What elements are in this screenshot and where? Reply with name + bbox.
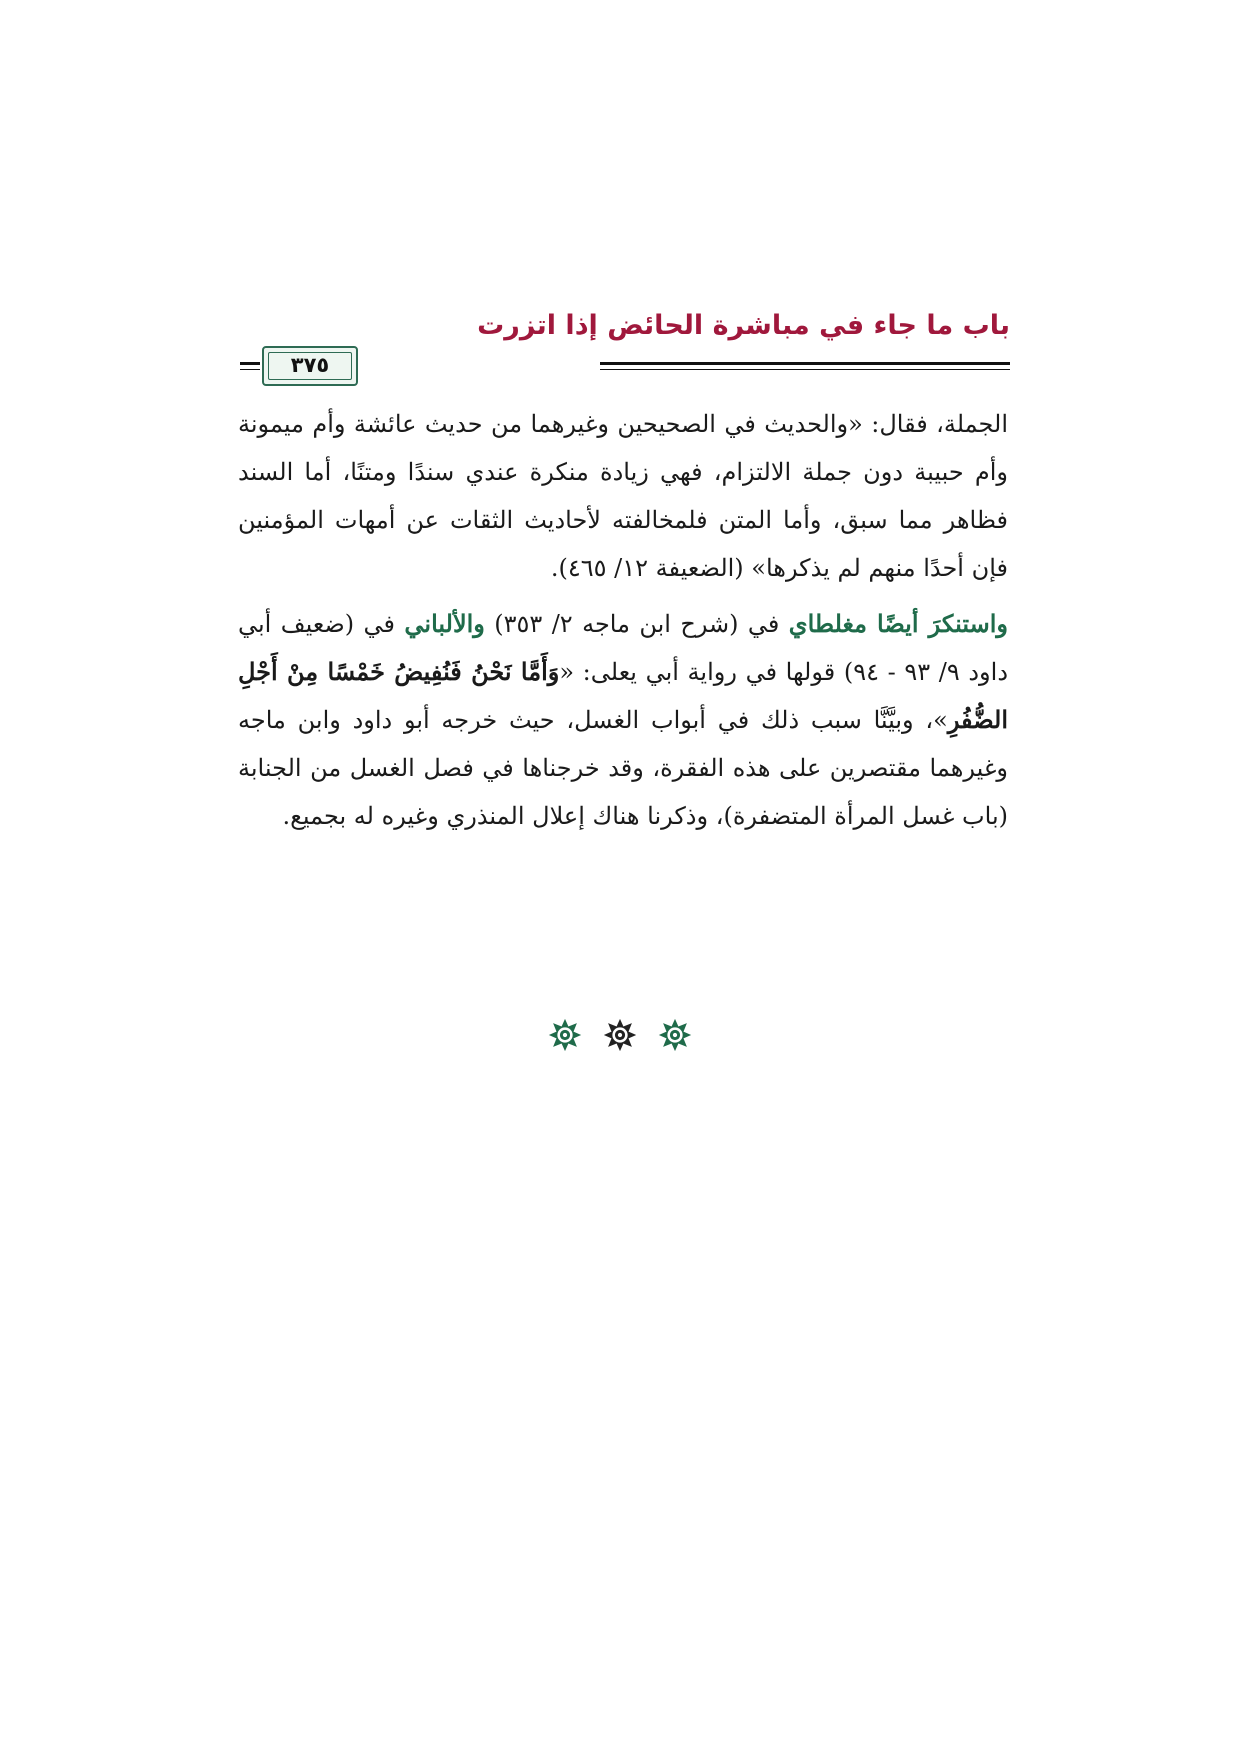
scholar-name-mughaltay: واستنكرَ أيضًا مغلطاي (788, 609, 1008, 638)
page-number: ٣٧٥ (290, 353, 330, 377)
header-rule-left-thick (240, 362, 260, 365)
dark-star-ornament-icon (603, 1018, 637, 1052)
hadith-quote: وَأَمَّا نَحْنُ فَنُفِيضُ خَمْسًا مِنْ أَجْلِ الضُّفُرِ (238, 657, 1008, 734)
header-rule-thick (600, 362, 1010, 365)
paragraph-2-text-1: في (شرح ابن ماجه ٢/ ٣٥٣) (484, 610, 789, 638)
paragraph-2-text-3: »، وبيَّنَّا سبب ذلك في أبواب الغسل، حيث خرجه أبو داود وابن ماجه وغيرهما مقتصرين على هذه الفقرة، وقد خرجناها في فصل الغسل من الجنابة (باب غسل المرأة المتضفرة)، وذكرنا هناك إعلال المنذري وغيره له بجميع. (238, 706, 1008, 830)
chapter-title: باب ما جاء في مباشرة الحائض إذا اتزرت (477, 310, 1010, 341)
scholar-name-albani: والألباني (404, 609, 485, 638)
paragraph-2-text-2: في (ضعيف أبي داود ٩/ ٩٣ - ٩٤) قولها في رواية أبي يعلى: « (238, 610, 1009, 686)
main-text (238, 400, 1008, 848)
green-star-ornament-icon (658, 1018, 692, 1052)
page-header (240, 310, 1010, 380)
page-number-badge (262, 346, 358, 386)
paragraph-1: الجملة، فقال: «والحديث في الصحيحين وغيرهما من حديث عائشة وأم ميمونة وأم حبيبة دون جملة الالتزام، فهي زيادة منكرة عندي سندًا ومتنًا، أما السند فظاهر مما سبق، وأما المتن فلمخالفته لأحاديث الثقات عن أمهات المؤمنين فإن أحدًا منهم لم يذكرها» (الضعيفة ١٢/ ٤٦٥). (238, 410, 1009, 582)
paragraph-2 (238, 600, 1008, 840)
section-end-ornaments (0, 1018, 1240, 1052)
green-star-ornament-icon (548, 1018, 582, 1052)
header-rule-left-thin (240, 369, 260, 370)
header-rule-thin (600, 369, 1010, 370)
